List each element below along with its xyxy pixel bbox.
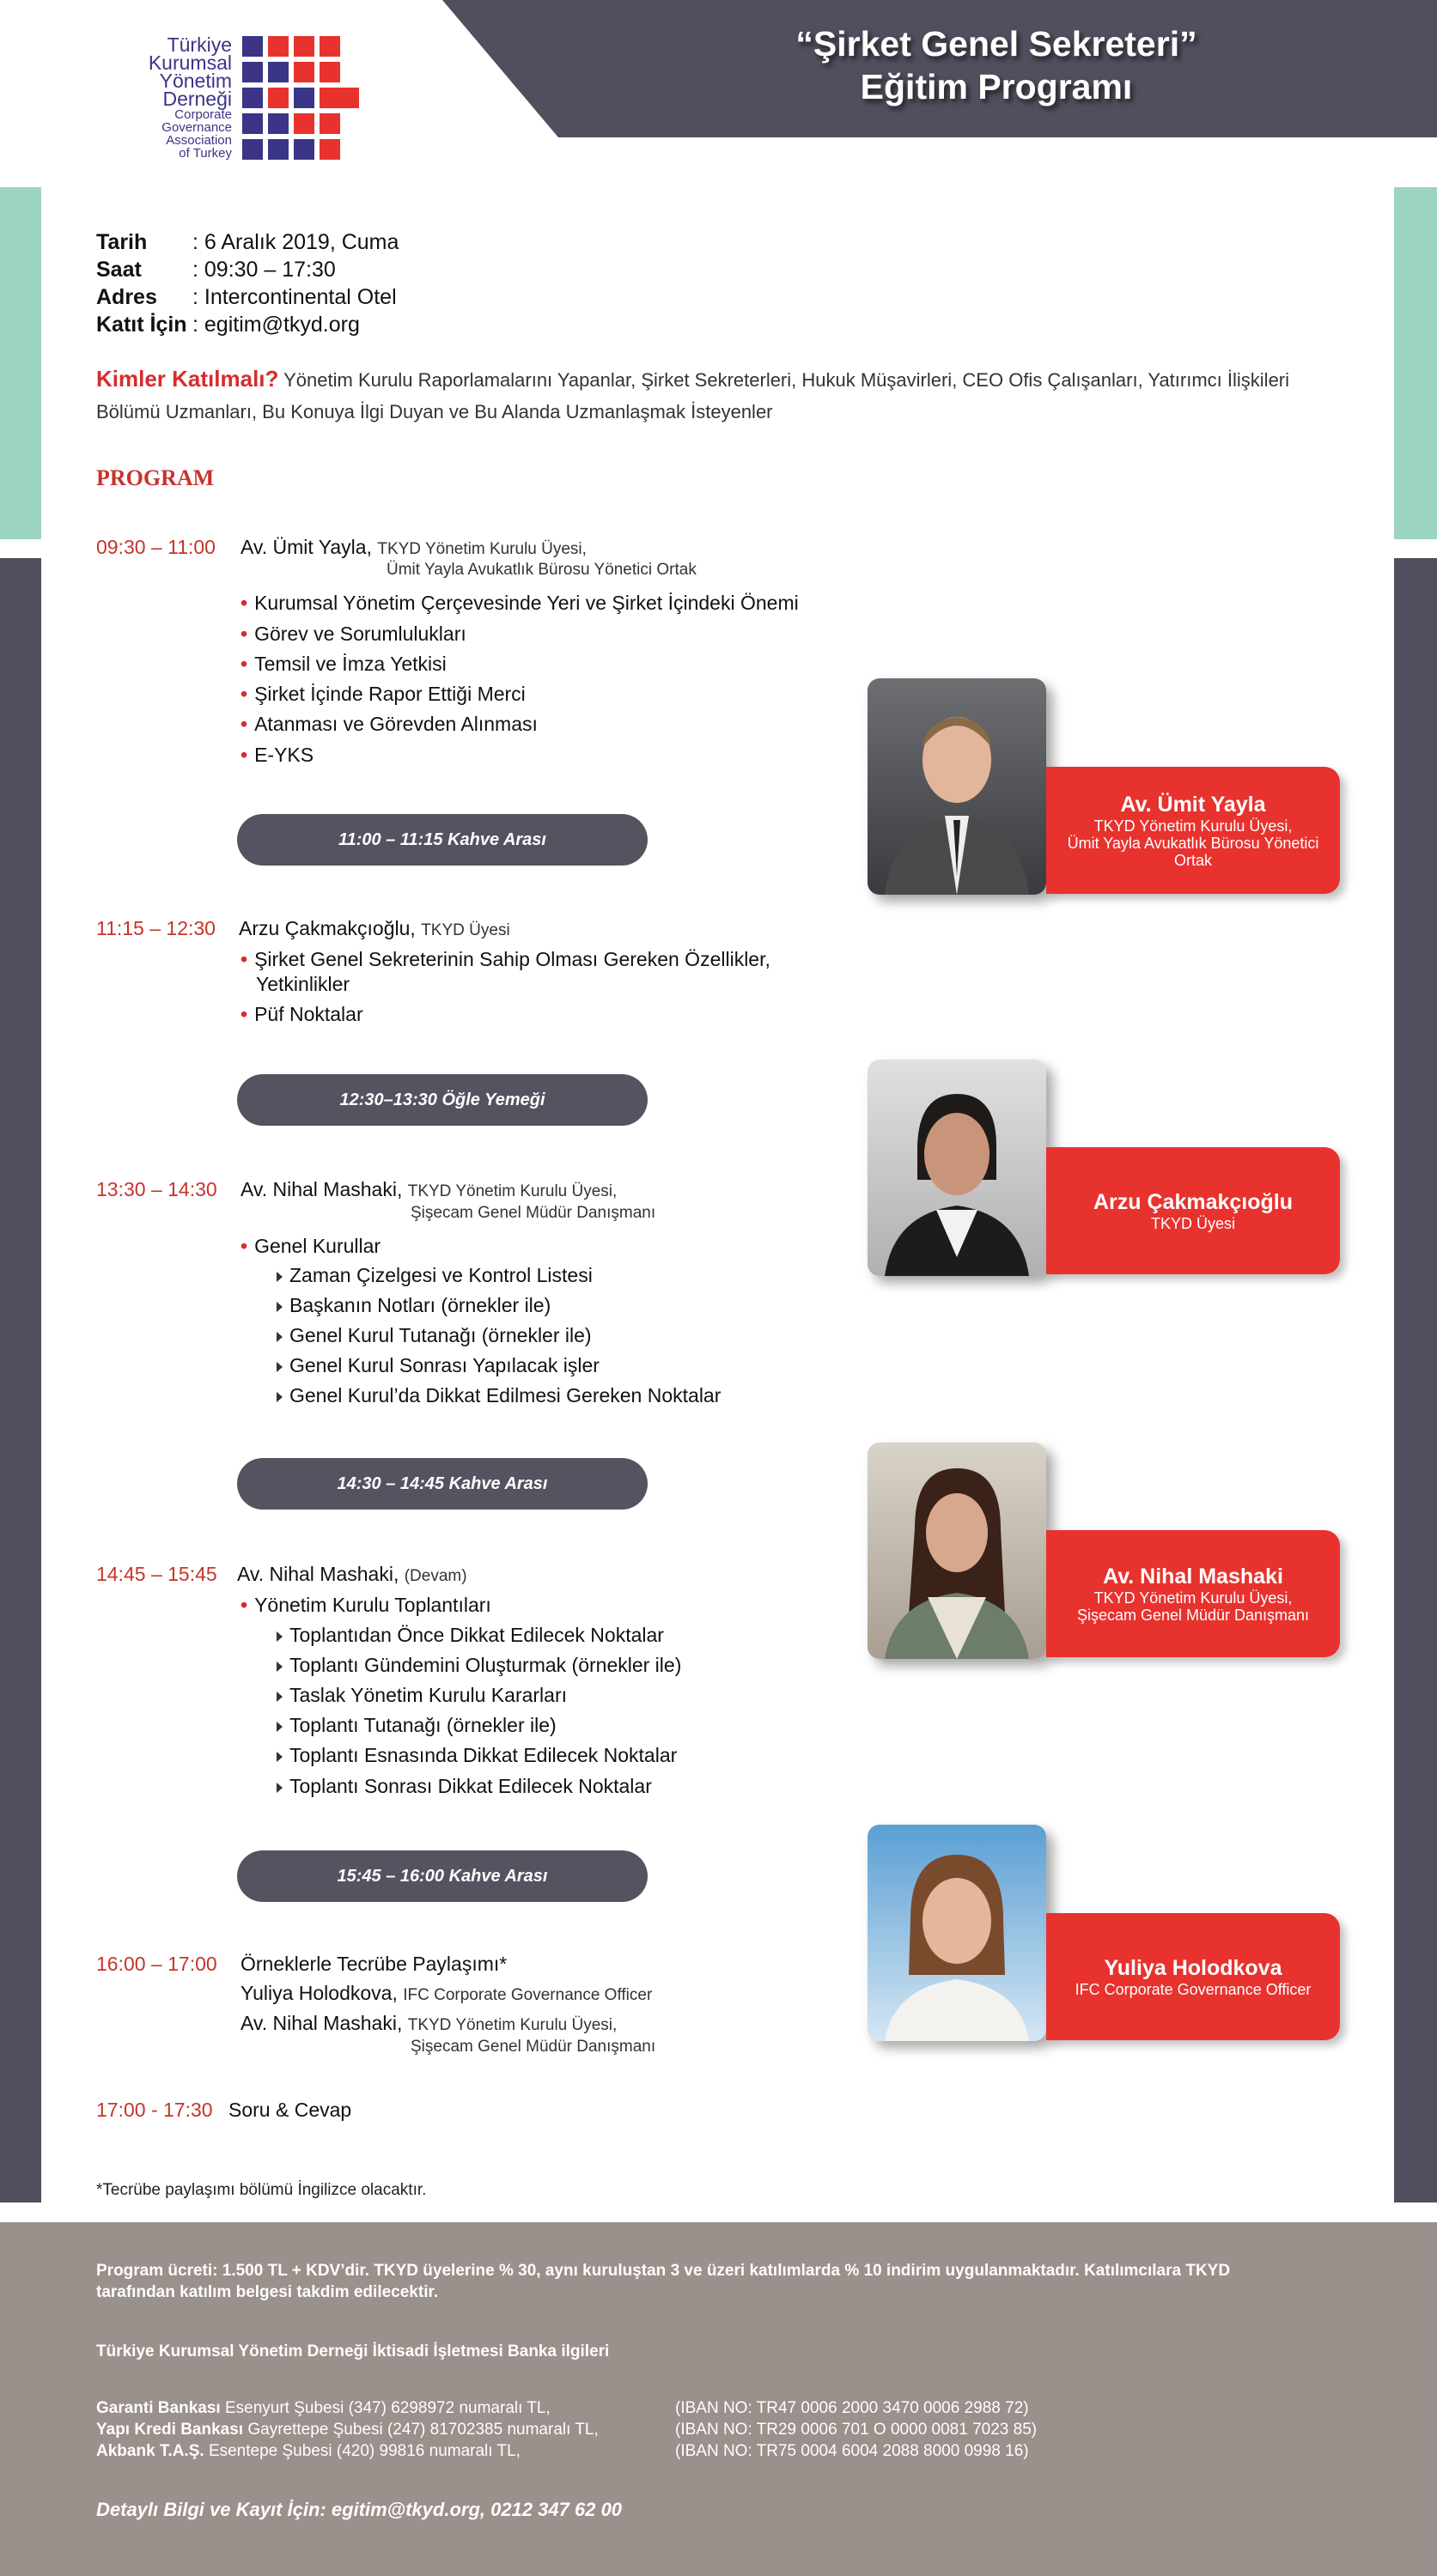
speaker-card-role: Şişecam Genel Müdür Danışmanı [1076, 1607, 1310, 1624]
info-time [96, 256, 336, 283]
side-bar-teal-right [1394, 187, 1437, 539]
logo-icon [241, 34, 361, 167]
session-speaker [241, 1178, 617, 1201]
sub-list-item: Toplantı Gündemini Oluşturmak (örnekler ile) [277, 1650, 681, 1680]
session-title: Örneklerle Tecrübe Paylaşımı* [241, 1953, 508, 1975]
list-item: • Püf Noktalar [241, 1003, 363, 1025]
speaker-role: Şişecam Genel Müdür Danışmanı [411, 2038, 656, 2056]
info-value: : 09:30 – 17:30 [192, 258, 336, 282]
speaker-role: TKYD Yönetim Kurulu Üyesi, [407, 2016, 618, 2034]
info-date [96, 228, 399, 256]
speaker-photo [868, 1060, 1046, 1276]
list-item: • Şirket İçinde Rapor Ettiği Merci [241, 683, 526, 705]
audience-text: Yönetim Kurulu Raporlamalarını Yapanlar, Şirket Sekreterleri, Hukuk Müşavirleri, CEO Ofis Çalışanları, Yatırımcı İlişkileri Bölümü Uzmanları, Bu Konuya İlgi Duyan ve Bu Alanda Uzmanlaşmak İsteyenler [96, 369, 1290, 422]
speaker-photo [868, 678, 1046, 895]
speaker-card-role: TKYD Üyesi [1150, 1215, 1235, 1232]
speaker-card-role: Ümit Yayla Avukatlık Bürosu Yönetici [1067, 835, 1319, 852]
contact-line[interactable]: Detaylı Bilgi ve Kayıt İçin: egitim@tkyd.org, 0212 347 62 00 [96, 2499, 623, 2520]
audience-question: Kimler Katılmalı? [96, 366, 279, 392]
info-label: Adres [96, 285, 157, 309]
session-time: 09:30 – 11:00 [96, 536, 216, 558]
side-bar-teal-left [0, 187, 41, 539]
logo-line: Corporate [174, 107, 232, 122]
session-time: 13:30 – 14:30 [96, 1178, 217, 1200]
speaker-name: Arzu Çakmakçıoğlu, [239, 917, 416, 939]
bank-iban: (IBAN NO: TR47 0006 2000 3470 0006 2988 72) [675, 2399, 1029, 2417]
sub-list-item: Zaman Çizelgesi ve Kontrol Listesi [277, 1261, 593, 1291]
bank-row: Akbank T.A.Ş. Esentepe Şubesi (420) 99816 numaralı TL, [96, 2442, 521, 2460]
speaker-card [1046, 1530, 1340, 1657]
info-registration [96, 311, 360, 338]
break-pill: 12:30–13:30 Öğle Yemeği [237, 1074, 648, 1126]
speaker-card [1046, 1913, 1340, 2040]
audience-paragraph [96, 363, 1350, 428]
speaker-card [1046, 1147, 1340, 1274]
sub-list-item: Taslak Yönetim Kurulu Kararları [277, 1680, 567, 1710]
list-item: • Yönetim Kurulu Toplantıları [241, 1594, 491, 1616]
logo-line: Türkiye [167, 33, 232, 56]
speaker-card [1046, 767, 1340, 894]
session-speaker [241, 1982, 652, 2005]
break-pill: 15:45 – 16:00 Kahve Arası [237, 1850, 648, 1902]
speaker-photo [868, 1443, 1046, 1659]
info-label: Katıt İçin [96, 313, 187, 337]
speaker-name: Av. Nihal Mashaki, [241, 2012, 403, 2034]
sub-list-item: Toplantı Tutanağı (örnekler ile) [277, 1710, 557, 1741]
logo-line: Derneği [162, 88, 232, 110]
logo-line: Governance [161, 120, 232, 135]
list-item: • Temsil ve İmza Yetkisi [241, 653, 447, 675]
list-item: • Görev ve Sorumlulukları [241, 623, 466, 645]
session-time: 16:00 – 17:00 [96, 1953, 217, 1975]
sub-list-item: Genel Kurul Tutanağı (örnekler ile) [277, 1321, 592, 1351]
footer [0, 2222, 1437, 2576]
speaker-card-name: Yuliya Holodkova [1104, 1956, 1282, 1980]
speaker-photo [868, 1825, 1046, 2041]
speaker-name: Av. Nihal Mashaki, [237, 1563, 399, 1585]
bank-heading: Türkiye Kurumsal Yönetim Derneği İktisadi İşletmesi Banka ilgileri [96, 2342, 610, 2360]
list-item: • E-YKS [241, 744, 314, 766]
side-bar-gray-right [1394, 558, 1437, 2202]
sub-list-item: Toplantıdan Önce Dikkat Edilecek Noktalar [277, 1620, 664, 1650]
list-item: • Atanması ve Görevden Alınması [241, 713, 538, 735]
info-label: Tarih [96, 230, 148, 254]
speaker-role: IFC Corporate Governance Officer [403, 1986, 653, 2004]
list-item: • Kurumsal Yönetim Çerçevesinde Yeri ve Şirket İçindeki Önemi [241, 592, 799, 614]
break-pill: 11:00 – 11:15 Kahve Arası [237, 814, 648, 866]
sub-list-item: Toplantı Esnasında Dikkat Edilecek Noktalar [277, 1741, 677, 1771]
speaker-name: Av. Ümit Yayla, [241, 536, 372, 558]
page-title-line2: Eğitim Programı [860, 67, 1133, 106]
logo-line: Kurumsal [148, 52, 232, 74]
speaker-card-name: Av. Nihal Mashaki [1103, 1564, 1283, 1589]
session-speaker [237, 1563, 467, 1586]
speaker-name: Av. Nihal Mashaki, [241, 1178, 403, 1200]
speaker-role: TKYD Üyesi [421, 921, 510, 939]
fee-text-line1: 1.500 TL + KDV’dir. TKYD üyelerine % 30, aynı kuruluştan 3 ve üzeri katılımlarda % 10 indirim uygulanmaktadır. Katılımcılara TKYD [222, 2262, 1231, 2280]
session-time: 17:00 - 17:30 [96, 2099, 213, 2121]
session-title: Soru & Cevap [228, 2099, 352, 2121]
page-title [601, 22, 1391, 108]
speaker-card-name: Arzu Çakmakçıoğlu [1093, 1190, 1293, 1214]
sub-list-item: Başkanın Notları (örnekler ile) [277, 1291, 551, 1321]
speaker-role: Şişecam Genel Müdür Danışmanı [411, 1204, 656, 1222]
sub-list-item: Toplantı Sonrası Dikkat Edilecek Noktalar [277, 1771, 652, 1801]
speaker-name: Yuliya Holodkova, [241, 1982, 398, 2004]
speaker-card-role: Ortak [1173, 852, 1212, 869]
session-time: 14:45 – 15:45 [96, 1563, 217, 1585]
speaker-card-role: IFC Corporate Governance Officer [1075, 1981, 1312, 1998]
fee-label: Program ücreti: [96, 2262, 218, 2280]
speaker-role: Ümit Yayla Avukatlık Bürosu Yönetici Ortak [387, 561, 697, 579]
info-address [96, 283, 397, 311]
session-speaker [241, 536, 587, 559]
bank-row: Yapı Kredi Bankası Gayrettepe Şubesi (247) 81702385 numaralı TL, [96, 2421, 599, 2439]
sub-list-item: Genel Kurul’da Dikkat Edilmesi Gereken Noktalar [277, 1381, 721, 1411]
session-time: 11:15 – 12:30 [96, 917, 216, 939]
logo-line: Yönetim [159, 70, 232, 92]
info-value: : 6 Aralık 2019, Cuma [192, 230, 399, 254]
logo-line: of Turkey [179, 146, 232, 161]
program-heading: PROGRAM [96, 465, 215, 490]
break-pill: 14:30 – 14:45 Kahve Arası [237, 1458, 648, 1510]
speaker-card-role: TKYD Yönetim Kurulu Üyesi, [1093, 1589, 1293, 1607]
fee-text [96, 2260, 1367, 2281]
info-value[interactable]: : egitim@tkyd.org [192, 313, 360, 337]
list-item: • Genel Kurullar [241, 1235, 381, 1257]
speaker-card-role: TKYD Yönetim Kurulu Üyesi, [1093, 817, 1293, 835]
sub-list-item: Genel Kurul Sonrası Yapılacak işler [277, 1351, 600, 1381]
speaker-card-name: Av. Ümit Yayla [1120, 793, 1266, 817]
info-label: Saat [96, 258, 142, 282]
bank-row: Garanti Bankası Esenyurt Şubesi (347) 6298972 numaralı TL, [96, 2399, 551, 2417]
speaker-role: TKYD Yönetim Kurulu Üyesi, [377, 540, 587, 558]
footnote: *Tecrübe paylaşımı bölümü İngilizce olacaktır. [96, 2181, 427, 2199]
session-speaker [239, 917, 510, 940]
session-speaker [241, 2012, 617, 2035]
speaker-role: TKYD Yönetim Kurulu Üyesi, [407, 1182, 618, 1200]
logo-line: Association [166, 133, 232, 148]
bank-iban: (IBAN NO: TR75 0004 6004 2088 8000 0998 16) [675, 2442, 1029, 2460]
side-bar-gray-left [0, 558, 41, 2202]
page-title-line1: “Şirket Genel Sekreteri” [795, 24, 1197, 64]
list-item: • Şirket Genel Sekreterinin Sahip Olması Gereken Özellikler, [241, 948, 770, 970]
list-item-continuation: Yetkinlikler [256, 973, 350, 995]
bank-iban: (IBAN NO: TR29 0006 701 O 0000 0081 7023 85) [675, 2421, 1038, 2439]
speaker-role: (Devam) [404, 1567, 467, 1585]
logo-text [103, 33, 232, 161]
fee-text-line2: tarafından katılım belgesi takdim edilecektir. [96, 2283, 439, 2301]
info-value: : Intercontinental Otel [192, 285, 397, 309]
